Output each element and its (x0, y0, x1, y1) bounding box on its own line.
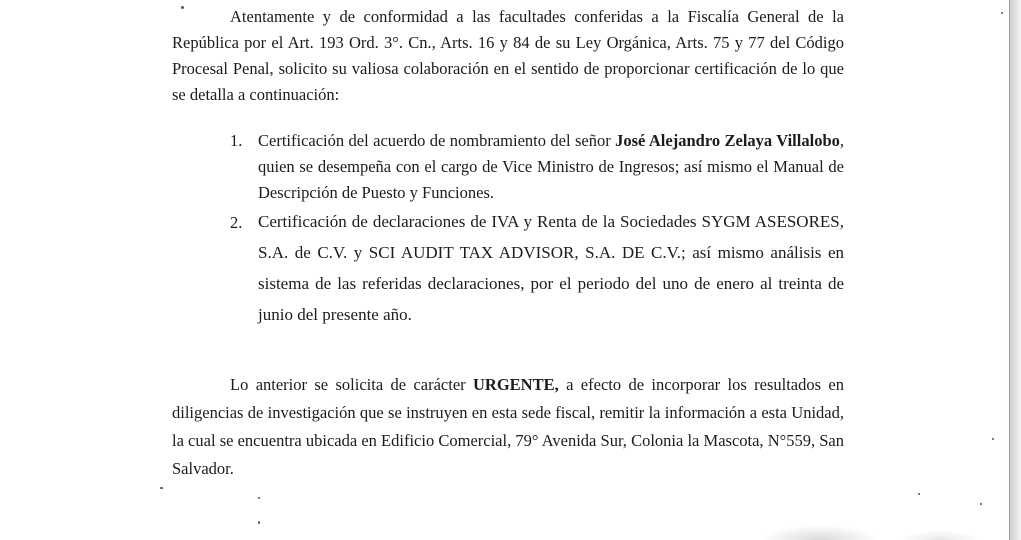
scan-speck (918, 493, 920, 495)
scan-speck (258, 521, 260, 524)
list-item-1-bold-name: José Alejandro Zelaya Villalobo (615, 131, 840, 150)
scan-speck (1001, 12, 1003, 14)
scan-speck (160, 487, 163, 489)
closing-paragraph (172, 371, 844, 483)
closing-urgent: URGENTE, (473, 375, 559, 394)
list-item-1-number: 1. (230, 131, 243, 150)
stamp-smudge (900, 530, 980, 540)
scan-speck (980, 503, 982, 505)
stamp-smudge (760, 525, 880, 540)
closing-text-after: a efecto de incorporar los resultados en diligencias de investigación que se instruyen en esta sede fiscal, remitir la información a esta Unidad, la cual se encuentra ubicada en Edificio Comercial, 79° Avenida Sur, Colonia la Mascota, N°559, San Salvador. (172, 375, 844, 478)
scan-speck (181, 6, 184, 9)
scan-speck (992, 438, 994, 440)
intro-paragraph: Atentamente y de conformidad a las facultades conferidas a la Fiscalía General de la República por el Art. 193 Ord. 3°. Cn., Arts. 16 y 84 de su Ley Orgánica, Arts. 75 y 77 del Código Procesal Penal, solicito su valiosa colaboración en el sentido de proporcionar certificación de lo que se detalla a continuación: (172, 7, 844, 104)
list-item-1 (258, 128, 844, 206)
closing-text-before: Lo anterior se solicita de carácter (230, 375, 474, 394)
page-edge-shadow (1010, 0, 1021, 540)
scan-speck (258, 497, 260, 499)
list-item-1-text-before: Certificación del acuerdo de nombramiento del señor (258, 131, 616, 150)
list-item-2-number: 2. (230, 213, 243, 232)
list-item-2: Certificación de declaraciones de IVA y Renta de la Sociedades SYGM ASESORES, S.A. de C.V. y SCI AUDIT TAX ADVISOR, S.A. DE C.V.; así mismo análisis en sistema de las referidas declaraciones, por el periodo del uno de enero al treinta de junio del presente año. (258, 212, 844, 324)
list-item-1-text-after: , quien se desempeña con el cargo de Vice Ministro de Ingresos; así mismo el Manual de Descripción de Puesto y Funciones. (258, 131, 844, 202)
